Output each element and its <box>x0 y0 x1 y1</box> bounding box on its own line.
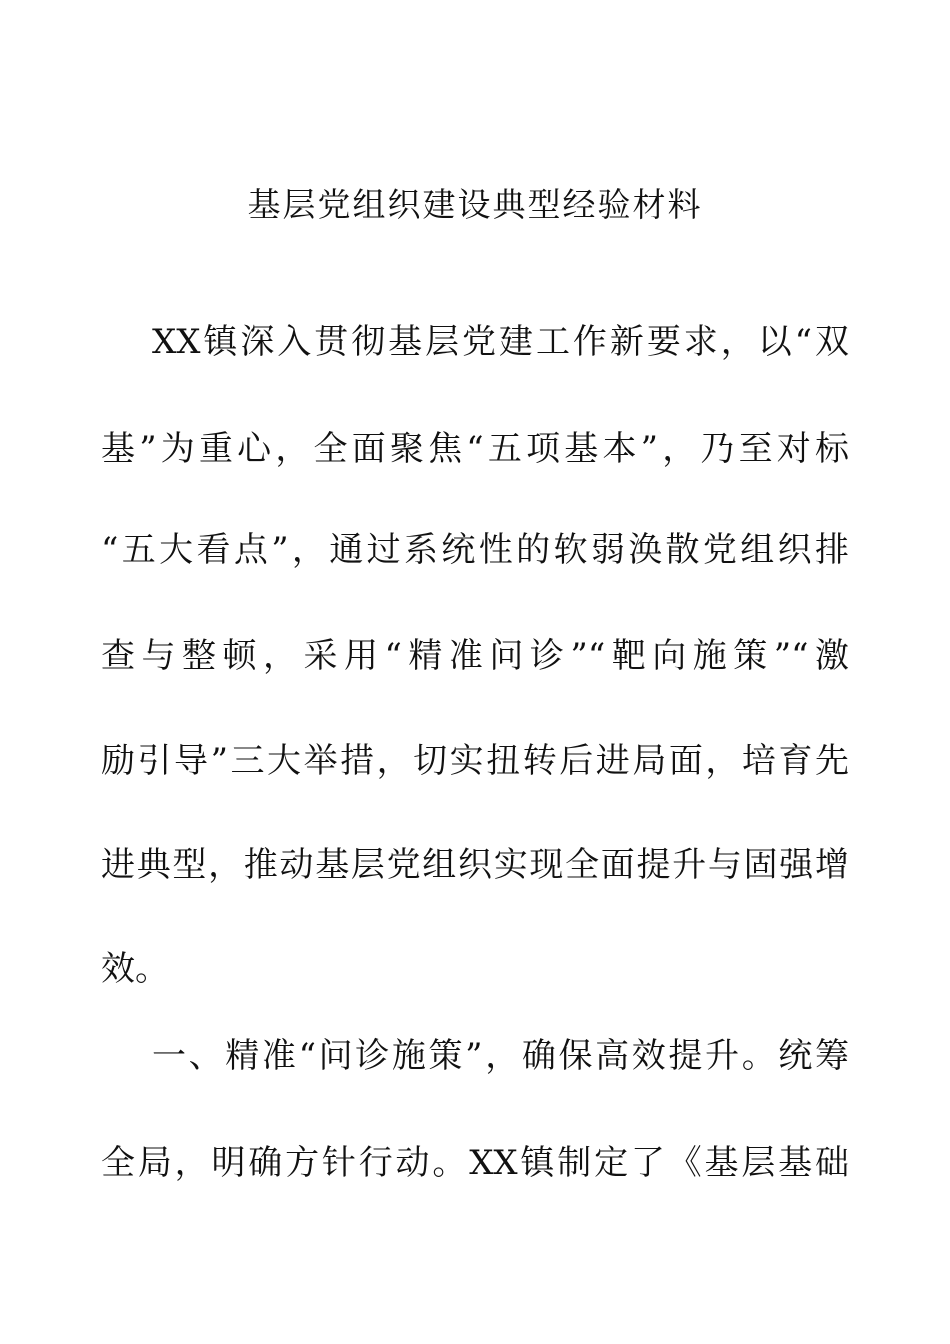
paragraph-line: XX镇深入贯彻基层党建工作新要求，以“双 <box>152 322 849 362</box>
paragraph-line: “五大看点”，通过系统性的软弱涣散党组织排 <box>101 530 849 570</box>
paragraph-line: 全局，明确方针行动。XX镇制定了《基层基础 <box>101 1143 849 1183</box>
paragraph-line: 励引导”三大举措，切实扭转后进局面，培育先 <box>101 741 849 781</box>
paragraph-line: 效。 <box>101 949 169 989</box>
paragraph-line: 基”为重心，全面聚焦“五项基本”，乃至对标 <box>101 429 849 469</box>
paragraph-line: 进典型，推动基层党组织实现全面提升与固强增 <box>101 845 849 885</box>
paragraph-line: 查与整顿，采用“精准问诊”“靶向施策”“激 <box>101 636 849 676</box>
document-title: 基层党组织建设典型经验材料 <box>247 185 703 224</box>
section-heading-line: 一、精准“问诊施策”，确保高效提升。统筹 <box>152 1036 849 1076</box>
